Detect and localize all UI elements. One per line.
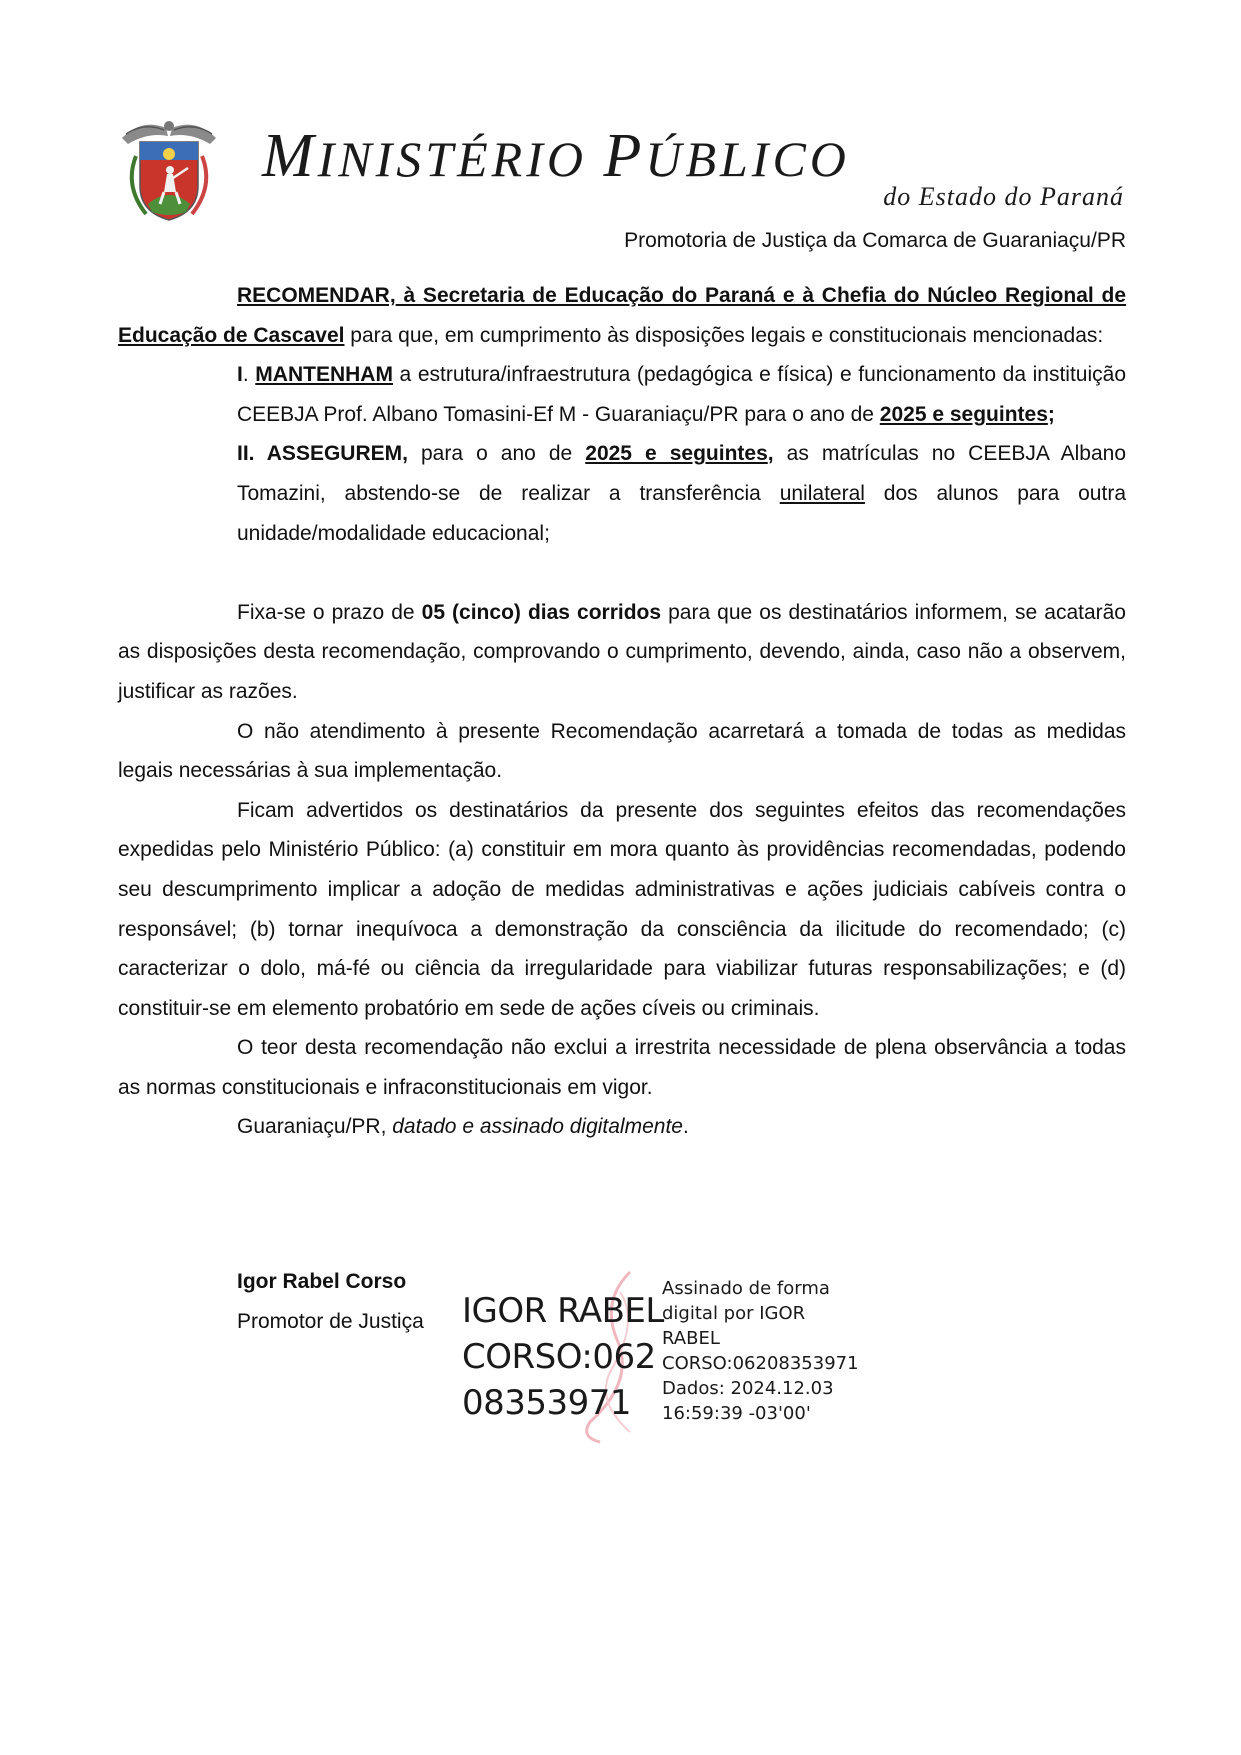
paragraph-advertidos: Ficam advertidos os destinatários da presente dos seguintes efeitos das recomendações expedidas pelo Ministério Público: (a) constituir em mora quanto às providências recomendadas, podendo seu descumprimento implicar a adoção de medidas administrativas e ações judiciais cabíveis contra o responsável; (b) tornar inequívoca a demonstração da consciência da ilicitude do recomendado; (c) caracterizar o dolo, má-fé ou ciência da irregularidade para viabilizar futuras responsabilizações; e (d) constituir-se em elemento probatório em sede de ações cíveis ou criminais. [118,798,1126,1020]
recommendation-item-2: II. ASSEGUREM, para o ano de 2025 e seguintes, as matrículas no CEEBJA Albano Tomazini, abstendo-se de realizar a transferência unilateral dos alunos para outra unidade/modalidade educacional; [237,442,1126,545]
signer-name: Igor Rabel Corso [237,1270,407,1293]
recommendation-lead: RECOMENDAR, à Secretaria de Educação do Paraná e à Chefia do Núcleo Regional de Educação de Cascavel para que, em cumprimento às disposições legais e constitucionais mencionadas: [118,284,1126,347]
signer-info [237,1262,424,1341]
paragraph-teor: O teor desta recomendação não exclui a irrestrita necessidade de plena observância a todas as normas constitucionais e infraconstitucionais em vigor. [118,1036,1126,1099]
paragraph-nao-atendimento: O não atendimento à presente Recomendação acarretará a tomada de todas as medidas legais necessárias à sua implementação. [118,719,1126,783]
digital-signature-details: Assinado de forma digital por IGOR RABEL CORSO:06208353971 Dados: 2024.12.03 16:59:39 -03'00' [662,1278,859,1424]
document-body [118,276,1126,1147]
digital-signature-name: IGOR RABEL CORSO:062 08353971 [462,1291,664,1423]
recommendation-item-1: I. MANTENHAM a estrutura/infraestrutura (pedagógica e física) e funcionamento da instituição CEEBJA Prof. Albano Tomasini-Ef M - Guaraniaçu/PR para o ano de 2025 e seguintes; [237,363,1126,426]
signer-role: Promotor de Justiça [237,1309,424,1333]
digital-signature-mark-icon [560,1262,670,1452]
parana-coat-of-arms-icon [118,116,220,222]
paragraph-prazo: Fixa-se o prazo de 05 (cinco) dias corridos para que os destinatários informem, se acatarão as disposições desta recomendação, comprovando o cumprimento, devendo, ainda, caso não a observem, justificar as razões. [118,600,1126,703]
place-date-line: Guaraniaçu/PR, datado e assinado digitalmente. [237,1115,689,1139]
ministerio-publico-title: MINISTÉRIO PÚBLICO [262,122,850,190]
state-subtitle: do Estado do Paraná [883,182,1124,211]
promotoria-line: Promotoria de Justiça da Comarca de Guaraniaçu/PR [624,229,1126,252]
